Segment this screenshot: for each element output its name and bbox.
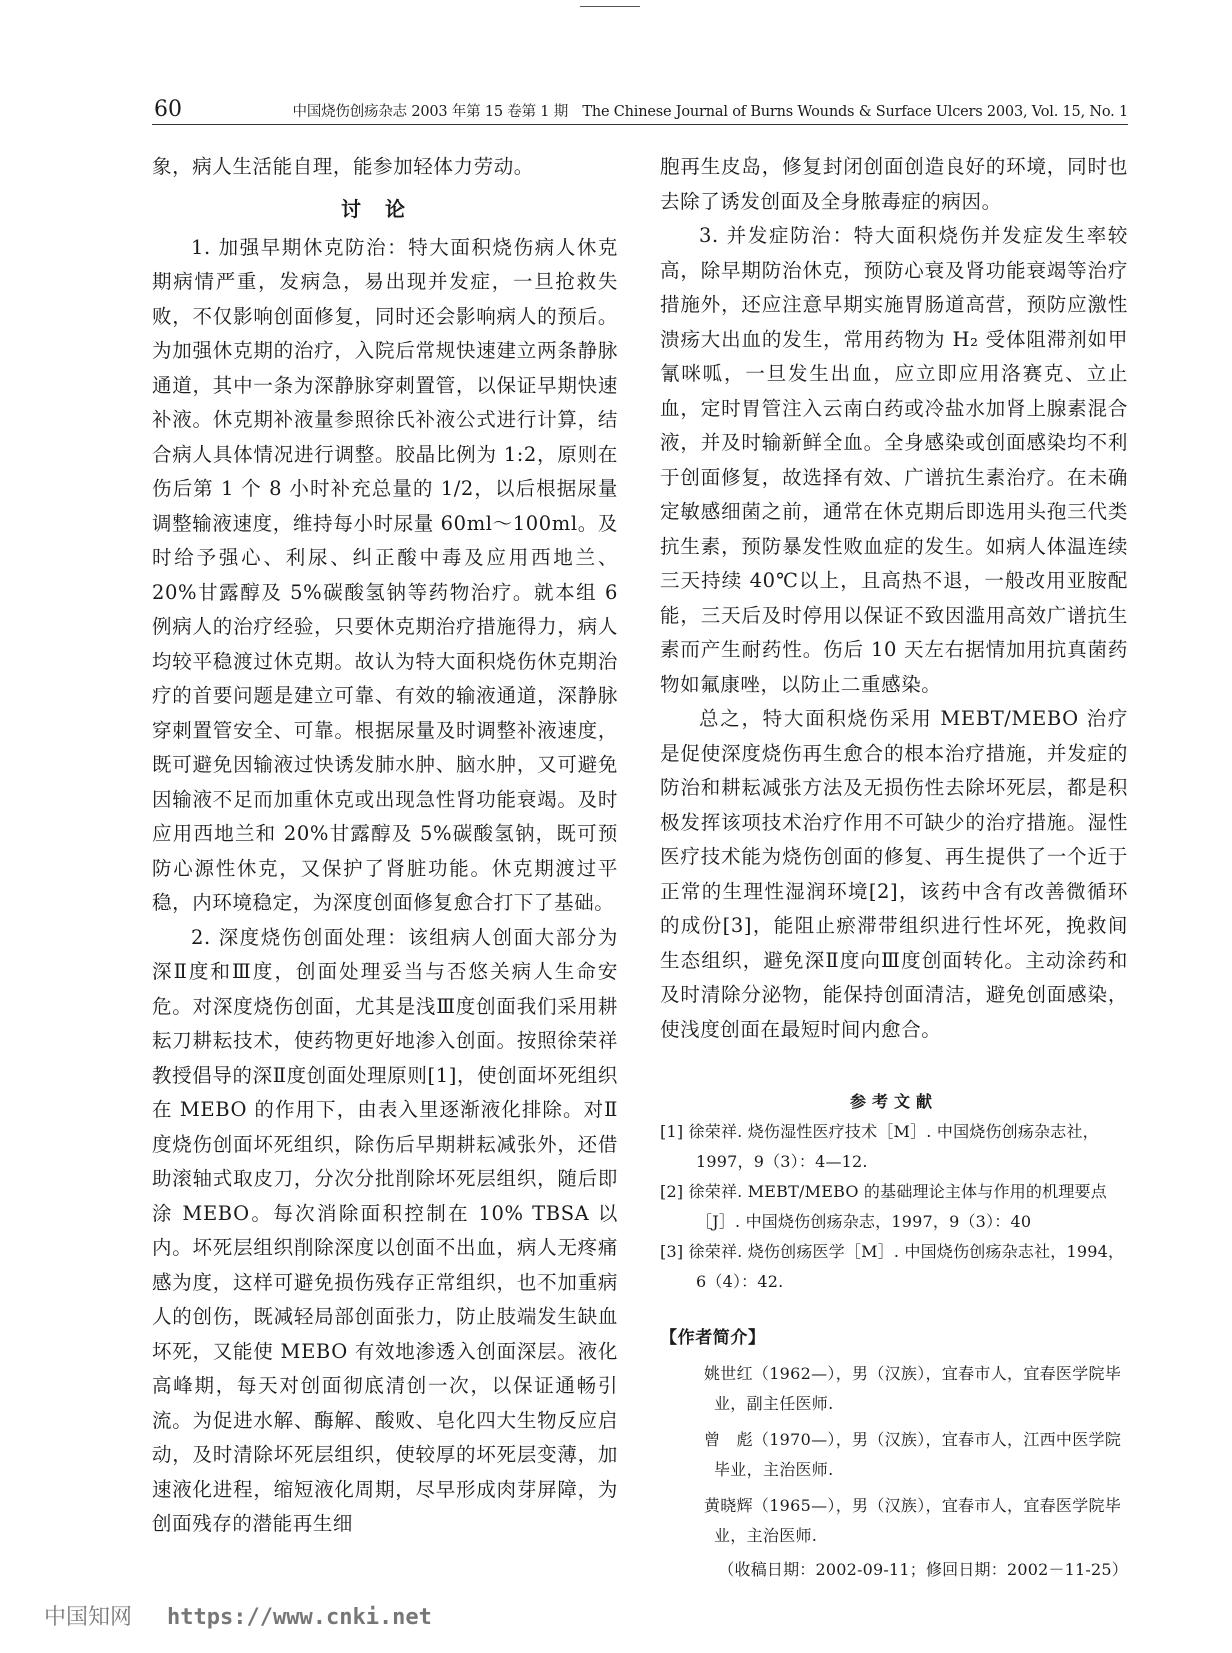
author-info-title: 【作者简介】 [660, 1328, 766, 1348]
references-title: 参考文献 [849, 1092, 938, 1111]
paragraph-conclusion: 总之，特大面积烧伤采用 MEBT/MEBO 治疗是促使深度烧伤再生愈合的根本治疗措施，并发症的防治和耕耘减张方法及无损伤性去除坏死层，都是积极发挥该项技术治疗作用不可缺少的治疗措施。湿性医疗技术能为烧伤创面的修复、再生提供了一个近于正常的生理性湿润环境[2]，该药中含有改善微循环的成份[3]，能阻止瘀滞带组织进行性坏死，挽救间生态组织，避免深Ⅱ度向Ⅲ度创面转化。主动涂药和及时清除分泌物，能保持创面清洁，避免创面感染，使浅度创面在最短时间内愈合。 [660, 707, 1128, 1041]
reference-item: [1] 徐荣祥. 烧伤湿性医疗技术［M］. 中国烧伤创疡杂志社，1997，9（3）：4—12. [660, 1122, 1099, 1171]
author-item: 姚世红（1962—），男（汉族），宜春市人，宜春医学院毕业，副主任医师. [704, 1364, 1122, 1413]
page-header [152, 96, 1128, 124]
reference-item: [3] 徐荣祥. 烧伤创疡医学［M］. 中国烧伤创疡杂志社，1994，6（4）：42. [660, 1242, 1125, 1291]
paragraph-continued: 胞再生皮岛，修复封闭创面创造良好的环境，同时也去除了诱发创面及全身脓毒症的病因。 [660, 155, 1128, 213]
page-number: 60 [154, 97, 182, 122]
paragraph-complications: 3. 并发症防治：特大面积烧伤并发症发生率较高，除早期防治休克，预防心衰及肾功能衰竭等治疗措施外，还应注意早期实施胃肠道高营，预防应激性溃疡大出血的发生，常用药物为 H₂ 受体阻滞剂如甲氰咪呱，一旦发生出血，应立即应用洛赛克、立止血，定时胃管注入云南白药或冷盐水加肾上腺素混合液，并及时输新鲜全血。全身感染或创面感染均不利于创面修复，故选择有效、广谱抗生素治疗。在未确定敏感细菌之前，通常在休克期后即选用头孢三代类抗生素，预防暴发性败血症的发生。如病人体温连续三天持续 40℃以上，且高热不退，一般改用亚胺配能，三天后及时停用以保证不致因滥用高效广谱抗生素而产生耐药性。伤后 10 天左右据情加用抗真菌药物如氟康唑，以防止二重感染。 [660, 224, 1128, 696]
left-column [152, 150, 618, 1542]
intro-paragraph: 象，病人生活能自理，能参加轻体力劳动。 [152, 155, 534, 178]
author-item: 曾 彪（1970—），男（汉族），宜春市人，江西中医学院毕业，主治医师. [704, 1430, 1122, 1479]
cnki-watermark [44, 1600, 432, 1631]
watermark-url[interactable]: https://www.cnki.net [167, 1605, 432, 1630]
reference-item: [2] 徐荣祥. MEBT/MEBO 的基础理论主体与作用的机理要点［J］. 中国烧伤创疡杂志，1997，9（3）：40 [660, 1182, 1107, 1231]
watermark-brand: 中国知网 [44, 1605, 133, 1630]
header-rule [152, 124, 1128, 125]
paragraph-wound-management: 2. 深度烧伤创面处理：该组病人创面大部分为深Ⅱ度和Ⅲ度，创面处理妥当与否悠关病人生命安危。对深度烧伤创面，尤其是浅Ⅲ度创面我们采用耕耘刀耕耘技术，使药物更好地渗入创面。按照徐荣祥教授倡导的深Ⅱ度创面处理原则[1]，使创面坏死组织在 MEBO 的作用下，由表入里逐渐液化排除。对Ⅱ度烧伤创面坏死组织，除伤后早期耕耘减张外，还借助滚轴式取皮刀，分次分批削除坏死层组织，随后即涂 MEBO。每次消除面积控制在 10% TBSA 以内。坏死层组织削除深度以创面不出血，病人无疼痛感为度，这样可避免损伤残存正常组织，也不加重病人的创伤，既减轻局部创面张力，防止肢端发生缺血坏死，又能使 MEBO 有效地渗透入创面深层。液化高峰期，每天对创面彻底清创一次，以保证通畅引流。为促进水解、酶解、酸败、皂化四大生物反应启动，及时清除坏死层组织，使较厚的坏死层变薄，加速液化进程，缩短液化周期，尽早形成肉芽屏障，为创面残存的潜能再生细 [152, 925, 618, 1535]
section-title-discussion: 讨论 [341, 196, 429, 221]
paragraph-shock-treatment: 1. 加强早期休克防治：特大面积烧伤病人休克期病情严重，发病急，易出现并发症，一旦抢救失败，不仅影响创面修复，同时还会影响病人的预后。为加强休克期的治疗，入院后常规快速建立两条静脉通道，其中一条为深静脉穿刺置管，以保证早期快速补液。休克期补液量参照徐氏补液公式进行计算，结合病人具体情况进行调整。胶晶比例为 1:2，原则在伤后第 1 个 8 小时补充总量的 1/2，以后根据尿量调整输液速度，维持每小时尿量 60ml～100ml。及时给予强心、利尿、纠正酸中毒及应用西地兰、20%甘露醇及 5%碳酸氢钠等药物治疗。就本组 6 例病人的治疗经验，只要休克期治疗措施得力，病人均较平稳渡过休克期。故认为特大面积烧伤休克期治疗的首要问题是建立可靠、有效的输液通道，深静脉穿刺置管安全、可靠。根据尿量及时调整补液速度，既可避免因输液过快诱发肺水肿、脑水肿，又可避免因输液不足而加重休克或出现急性肾功能衰竭。及时应用西地兰和 20%甘露醇及 5%碳酸氢钠，既可预防心源性休克，又保护了肾脏功能。休克期渡过平稳，内环境稳定，为深度创面修复愈合打下了基础。 [152, 235, 618, 914]
top-scan-mark [580, 0, 640, 7]
right-column [660, 150, 1128, 1585]
received-date: （收稿日期：2002-09-11；修回日期：2002－11-25） [718, 1560, 1128, 1579]
running-head: 中国烧伤创疡杂志 2003 年第 15 卷第 1 期 The Chinese Journal of Burns Wounds & Surface Ulcers 2003, Vol. 15, No. 1 [292, 104, 1128, 120]
author-item: 黄晓辉（1965—），男（汉族），宜春市人，宜春医学院毕业，主治医师. [704, 1496, 1122, 1545]
